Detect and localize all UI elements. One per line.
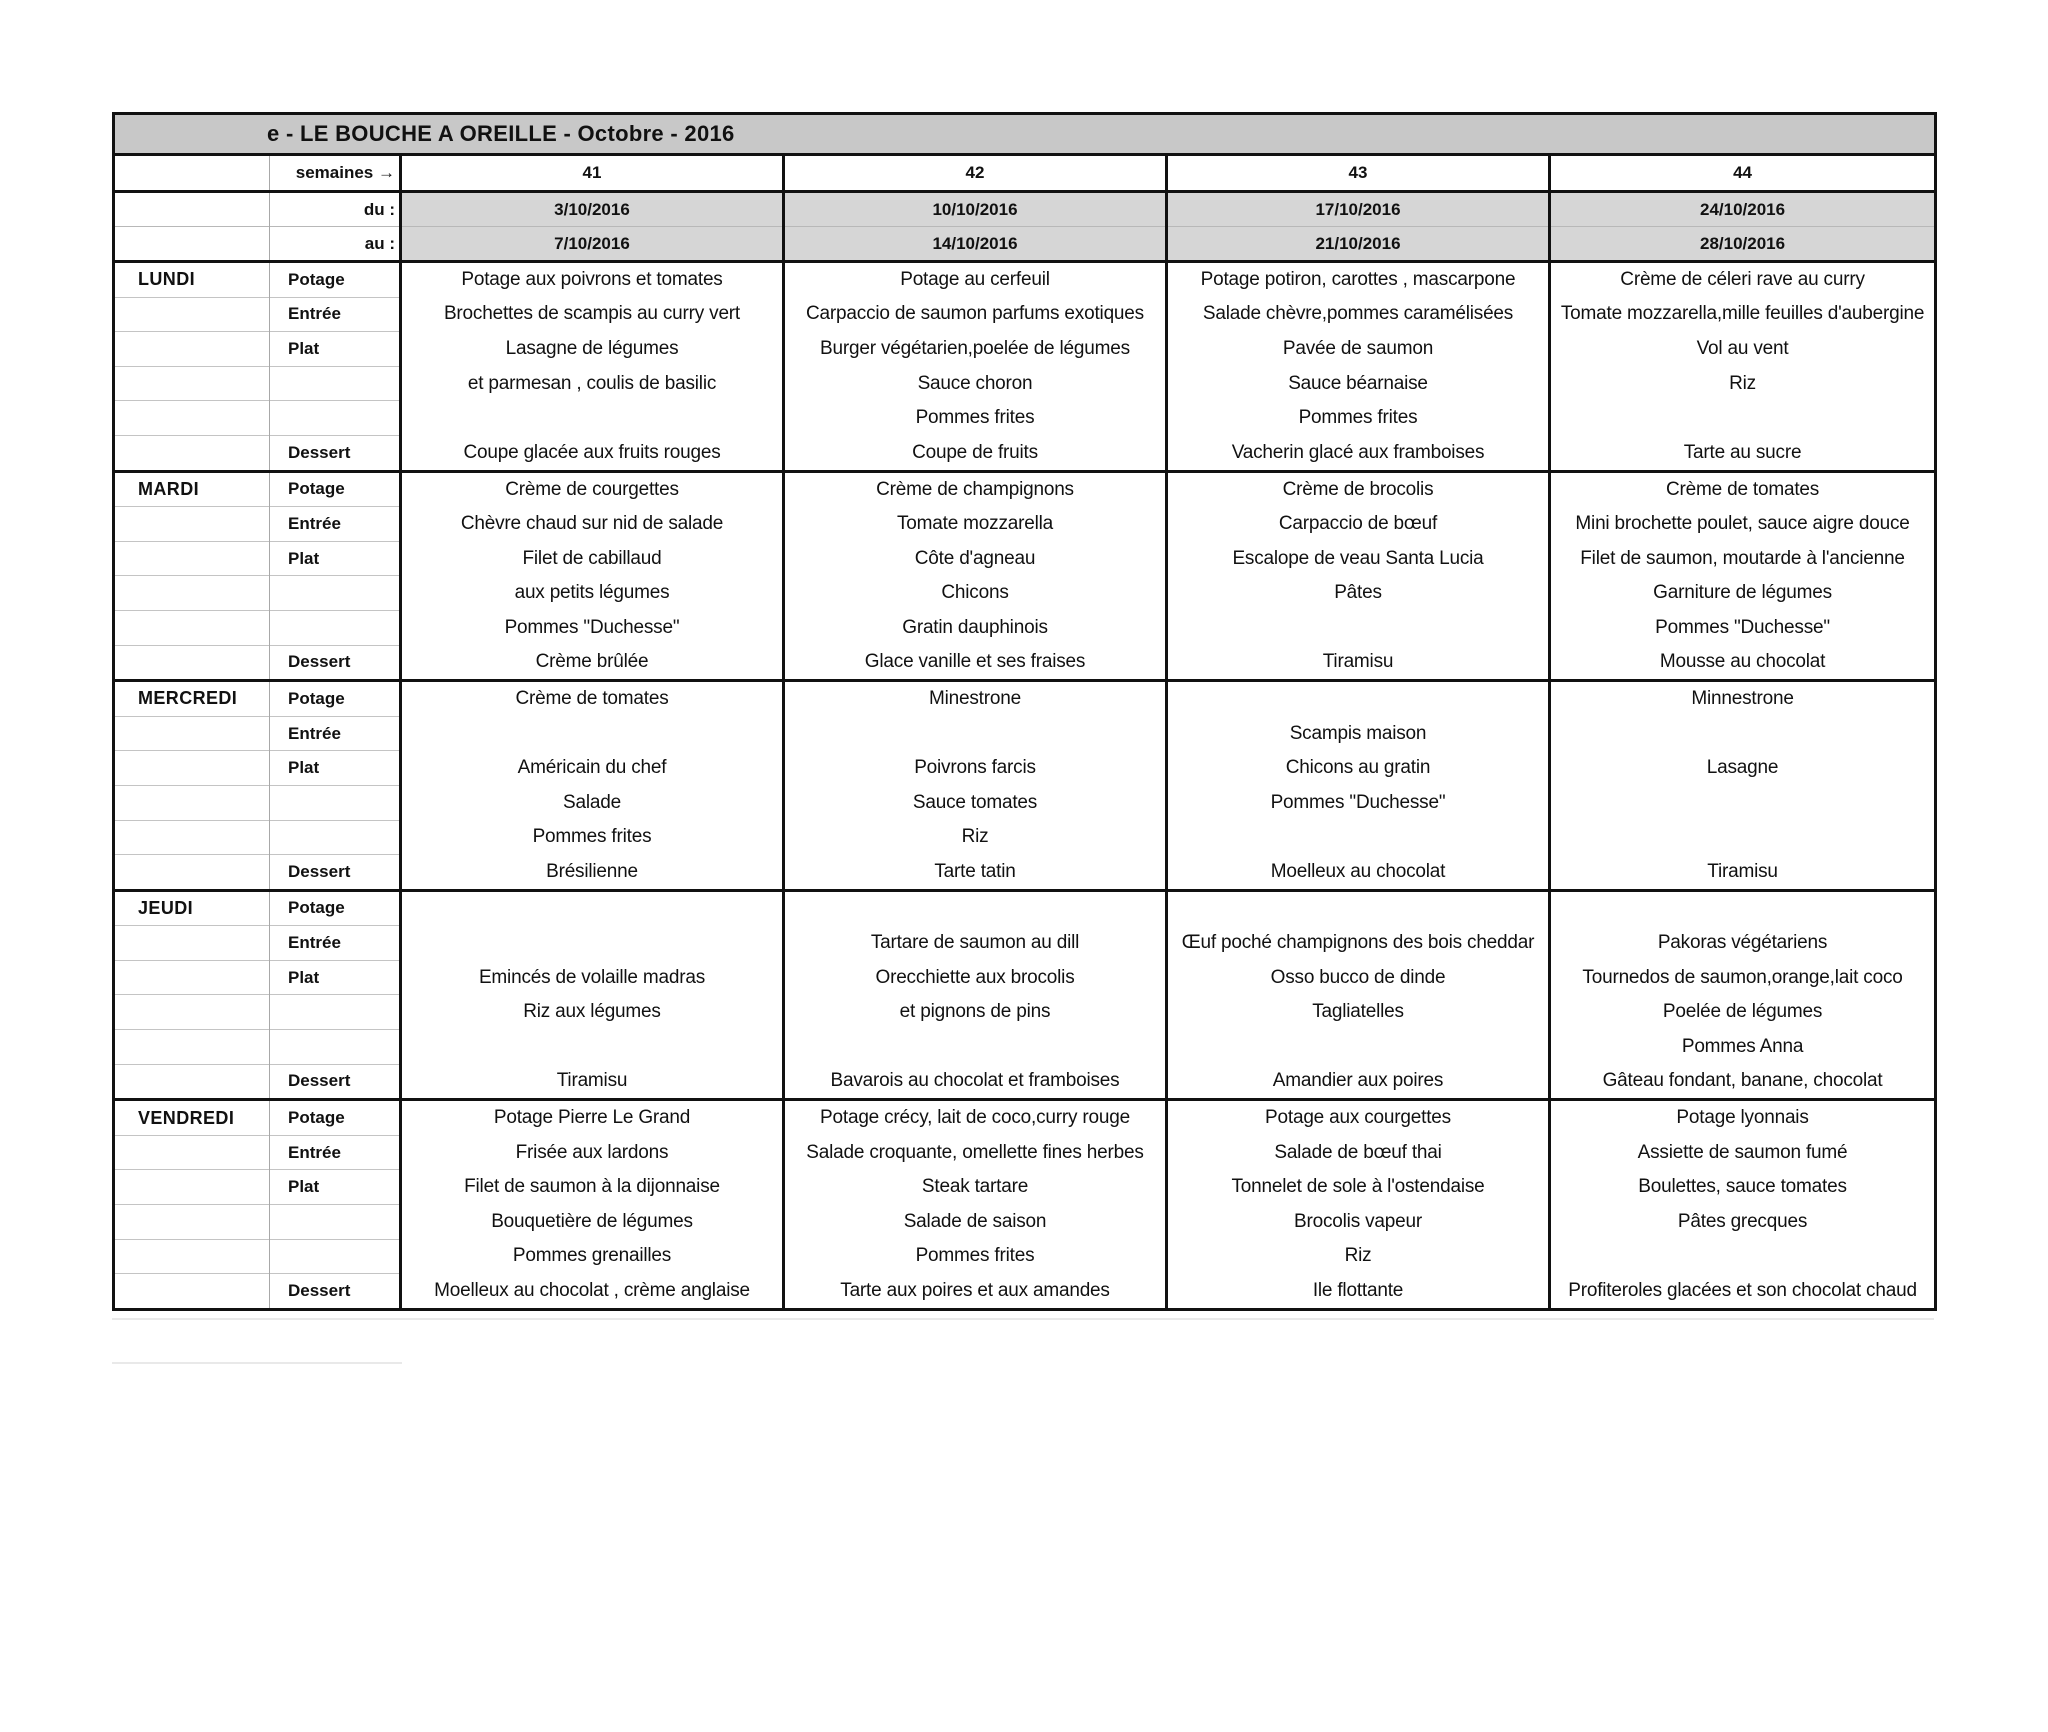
course-label: Entrée xyxy=(270,507,401,542)
course-label xyxy=(270,995,401,1030)
dish-cell: Riz aux légumes xyxy=(401,995,784,1030)
dish-cell: Pommes frites xyxy=(784,401,1167,436)
dish-cell: Glace vanille et ses fraises xyxy=(784,645,1167,681)
course-label: Entrée xyxy=(270,926,401,961)
course-label xyxy=(270,1239,401,1274)
dish-cell: Tomate mozzarella,mille feuilles d'aubergine xyxy=(1550,297,1936,332)
course-label: Potage xyxy=(270,471,401,507)
menu-row xyxy=(114,576,1936,611)
menu-row xyxy=(114,262,1936,298)
dish-cell: Minnestrone xyxy=(1550,681,1936,717)
dish-cell: Steak tartare xyxy=(784,1170,1167,1205)
course-label: Potage xyxy=(270,681,401,717)
day-cell xyxy=(114,960,270,995)
dish-cell: Emincés de volaille madras xyxy=(401,960,784,995)
day-cell xyxy=(114,1135,270,1170)
dish-cell: Potage aux courgettes xyxy=(1167,1100,1550,1136)
menu-row xyxy=(114,1135,1936,1170)
day-cell xyxy=(114,645,270,681)
dish-cell: Crème de tomates xyxy=(1550,471,1936,507)
day-cell xyxy=(114,541,270,576)
dish-cell: aux petits légumes xyxy=(401,576,784,611)
dish-cell xyxy=(784,890,1167,926)
menu-row xyxy=(114,610,1936,645)
menu-row xyxy=(114,541,1936,576)
dish-cell: Pommes frites xyxy=(1167,401,1550,436)
dish-cell: Pavée de saumon xyxy=(1167,332,1550,367)
week-end-date: 21/10/2016 xyxy=(1167,227,1550,262)
dish-cell: Œuf poché champignons des bois cheddar xyxy=(1167,926,1550,961)
dish-cell: Potage potiron, carottes , mascarpone xyxy=(1167,262,1550,298)
dish-cell: Chèvre chaud sur nid de salade xyxy=(401,507,784,542)
dish-cell: Crème de céleri rave au curry xyxy=(1550,262,1936,298)
day-cell xyxy=(114,1170,270,1205)
dish-cell: Potage aux poivrons et tomates xyxy=(401,262,784,298)
dish-cell: Ile flottante xyxy=(1167,1274,1550,1310)
date-to-row xyxy=(114,227,1936,262)
dish-cell: Lasagne de légumes xyxy=(401,332,784,367)
menu-row xyxy=(114,1239,1936,1274)
dish-cell: Pakoras végétariens xyxy=(1550,926,1936,961)
menu-row xyxy=(114,855,1936,891)
dish-cell: Pommes "Duchesse" xyxy=(1167,785,1550,820)
course-label xyxy=(270,610,401,645)
week-end-date: 28/10/2016 xyxy=(1550,227,1936,262)
dish-cell xyxy=(784,1030,1167,1065)
dish-cell xyxy=(1550,716,1936,751)
dish-cell: Pommes frites xyxy=(401,820,784,855)
day-cell xyxy=(114,1239,270,1274)
day-cell xyxy=(114,785,270,820)
dish-cell: Potage Pierre Le Grand xyxy=(401,1100,784,1136)
dish-cell: Pommes frites xyxy=(784,1239,1167,1274)
day-cell xyxy=(114,1274,270,1310)
menu-row xyxy=(114,995,1936,1030)
dish-cell xyxy=(1167,681,1550,717)
course-label xyxy=(270,366,401,401)
dish-cell: Salade croquante, omellette fines herbes xyxy=(784,1135,1167,1170)
menu-row xyxy=(114,820,1936,855)
menu-row xyxy=(114,332,1936,367)
dish-cell xyxy=(1167,1030,1550,1065)
dish-cell: Crème de brocolis xyxy=(1167,471,1550,507)
course-label xyxy=(270,1205,401,1240)
week-number: 43 xyxy=(1167,155,1550,192)
dish-cell: Salade xyxy=(401,785,784,820)
day-cell xyxy=(114,507,270,542)
week-number: 44 xyxy=(1550,155,1936,192)
course-label xyxy=(270,820,401,855)
menu-row xyxy=(114,681,1936,717)
course-label: Plat xyxy=(270,1170,401,1205)
dish-cell: Brocolis vapeur xyxy=(1167,1205,1550,1240)
day-cell xyxy=(114,435,270,471)
dish-cell: Orecchiette aux brocolis xyxy=(784,960,1167,995)
dish-cell xyxy=(1167,610,1550,645)
dish-cell: Riz xyxy=(1550,366,1936,401)
dish-cell: Mini brochette poulet, sauce aigre douce xyxy=(1550,507,1936,542)
dish-cell xyxy=(784,716,1167,751)
dish-cell: Coupe de fruits xyxy=(784,435,1167,471)
day-name: JEUDI xyxy=(114,890,270,926)
week-start-date: 17/10/2016 xyxy=(1167,192,1550,227)
menu-row xyxy=(114,507,1936,542)
day-cell xyxy=(114,926,270,961)
dish-cell: Carpaccio de saumon parfums exotiques xyxy=(784,297,1167,332)
dish-cell: Amandier aux poires xyxy=(1167,1064,1550,1100)
day-cell xyxy=(114,820,270,855)
course-label: Plat xyxy=(270,541,401,576)
menu-row xyxy=(114,1205,1936,1240)
dish-cell: Escalope de veau Santa Lucia xyxy=(1167,541,1550,576)
day-cell xyxy=(114,995,270,1030)
course-label xyxy=(270,1030,401,1065)
faded-rule xyxy=(112,1318,1934,1320)
course-label: Potage xyxy=(270,1100,401,1136)
course-label: Entrée xyxy=(270,1135,401,1170)
course-label: Plat xyxy=(270,960,401,995)
dish-cell: Pommes "Duchesse" xyxy=(1550,610,1936,645)
menu-row xyxy=(114,435,1936,471)
menu-row xyxy=(114,1030,1936,1065)
dish-cell: Poivrons farcis xyxy=(784,751,1167,786)
dish-cell: Frisée aux lardons xyxy=(401,1135,784,1170)
dish-cell: Riz xyxy=(1167,1239,1550,1274)
day-cell xyxy=(114,1205,270,1240)
dish-cell: Minestrone xyxy=(784,681,1167,717)
day-cell xyxy=(114,751,270,786)
course-label: Potage xyxy=(270,262,401,298)
course-label: Plat xyxy=(270,751,401,786)
dish-cell: Gratin dauphinois xyxy=(784,610,1167,645)
menu-row xyxy=(114,785,1936,820)
dish-cell: Poelée de légumes xyxy=(1550,995,1936,1030)
dish-cell: Tiramisu xyxy=(1167,645,1550,681)
menu-row xyxy=(114,960,1936,995)
menu-row xyxy=(114,401,1936,436)
dish-cell: Tarte aux poires et aux amandes xyxy=(784,1274,1167,1310)
course-label: Dessert xyxy=(270,435,401,471)
day-cell xyxy=(114,610,270,645)
du-label: du : xyxy=(270,192,401,227)
dish-cell: Pâtes grecques xyxy=(1550,1205,1936,1240)
dish-cell xyxy=(401,926,784,961)
week-number: 41 xyxy=(401,155,784,192)
course-label: Entrée xyxy=(270,297,401,332)
day-cell xyxy=(114,576,270,611)
week-start-date: 10/10/2016 xyxy=(784,192,1167,227)
day-cell xyxy=(114,1030,270,1065)
dish-cell xyxy=(1550,820,1936,855)
course-label: Entrée xyxy=(270,716,401,751)
menu-row xyxy=(114,297,1936,332)
course-label xyxy=(270,401,401,436)
dish-cell: Riz xyxy=(784,820,1167,855)
dish-cell: Filet de cabillaud xyxy=(401,541,784,576)
week-number: 42 xyxy=(784,155,1167,192)
day-cell xyxy=(114,297,270,332)
dish-cell: Crème de tomates xyxy=(401,681,784,717)
dish-cell: Vacherin glacé aux framboises xyxy=(1167,435,1550,471)
dish-cell: Moelleux au chocolat , crème anglaise xyxy=(401,1274,784,1310)
dish-cell: Salade chèvre,pommes caramélisées xyxy=(1167,297,1550,332)
dish-cell: Sauce béarnaise xyxy=(1167,366,1550,401)
day-cell xyxy=(114,716,270,751)
dish-cell xyxy=(401,401,784,436)
dish-cell: Moelleux au chocolat xyxy=(1167,855,1550,891)
dish-cell xyxy=(1550,401,1936,436)
dish-cell: Tarte tatin xyxy=(784,855,1167,891)
dish-cell: Filet de saumon à la dijonnaise xyxy=(401,1170,784,1205)
week-end-date: 14/10/2016 xyxy=(784,227,1167,262)
dish-cell: Burger végétarien,poelée de légumes xyxy=(784,332,1167,367)
dish-cell: et parmesan , coulis de basilic xyxy=(401,366,784,401)
dish-cell xyxy=(1167,820,1550,855)
dish-cell: Potage lyonnais xyxy=(1550,1100,1936,1136)
dish-cell: Crème brûlée xyxy=(401,645,784,681)
dish-cell: Pommes grenailles xyxy=(401,1239,784,1274)
menu-row xyxy=(114,366,1936,401)
dish-cell: Tartare de saumon au dill xyxy=(784,926,1167,961)
dish-cell: Tarte au sucre xyxy=(1550,435,1936,471)
menu-table xyxy=(112,112,1937,1311)
course-label: Plat xyxy=(270,332,401,367)
dish-cell: Américain du chef xyxy=(401,751,784,786)
dish-cell: Osso bucco de dinde xyxy=(1167,960,1550,995)
dish-cell xyxy=(1550,890,1936,926)
date-from-row xyxy=(114,192,1936,227)
day-cell xyxy=(114,1064,270,1100)
menu-row xyxy=(114,716,1936,751)
faded-rule xyxy=(112,1362,402,1364)
course-label: Dessert xyxy=(270,1064,401,1100)
dish-cell: Garniture de légumes xyxy=(1550,576,1936,611)
semaines-label: semaines → xyxy=(270,155,401,192)
dish-cell xyxy=(1550,1239,1936,1274)
dish-cell: Tomate mozzarella xyxy=(784,507,1167,542)
day-name: MERCREDI xyxy=(114,681,270,717)
menu-row xyxy=(114,1100,1936,1136)
dish-cell: Pommes "Duchesse" xyxy=(401,610,784,645)
dish-cell xyxy=(1167,890,1550,926)
dish-cell xyxy=(1550,785,1936,820)
menu-row xyxy=(114,1274,1936,1310)
dish-cell xyxy=(401,1030,784,1065)
dish-cell: Filet de saumon, moutarde à l'ancienne xyxy=(1550,541,1936,576)
day-cell xyxy=(114,401,270,436)
dish-cell: Coupe glacée aux fruits rouges xyxy=(401,435,784,471)
dish-cell: Sauce tomates xyxy=(784,785,1167,820)
day-name: MARDI xyxy=(114,471,270,507)
dish-cell: Scampis maison xyxy=(1167,716,1550,751)
dish-cell: Assiette de saumon fumé xyxy=(1550,1135,1936,1170)
dish-cell: Crème de courgettes xyxy=(401,471,784,507)
day-cell xyxy=(114,332,270,367)
dish-cell: Côte d'agneau xyxy=(784,541,1167,576)
dish-cell: Pommes Anna xyxy=(1550,1030,1936,1065)
dish-cell: Tournedos de saumon,orange,lait coco xyxy=(1550,960,1936,995)
dish-cell: Chicons xyxy=(784,576,1167,611)
dish-cell: Tonnelet de sole à l'ostendaise xyxy=(1167,1170,1550,1205)
dish-cell: Vol au vent xyxy=(1550,332,1936,367)
course-label: Potage xyxy=(270,890,401,926)
weeks-row xyxy=(114,155,1936,192)
dish-cell: Profiteroles glacées et son chocolat chaud xyxy=(1550,1274,1936,1310)
dish-cell: Crème de champignons xyxy=(784,471,1167,507)
week-end-date: 7/10/2016 xyxy=(401,227,784,262)
course-label: Dessert xyxy=(270,645,401,681)
menu-sheet xyxy=(112,112,1934,1311)
dish-cell: Potage au cerfeuil xyxy=(784,262,1167,298)
day-name: LUNDI xyxy=(114,262,270,298)
dish-cell: Chicons au gratin xyxy=(1167,751,1550,786)
dish-cell xyxy=(401,890,784,926)
dish-cell: Mousse au chocolat xyxy=(1550,645,1936,681)
dish-cell xyxy=(401,716,784,751)
dish-cell: Gâteau fondant, banane, chocolat xyxy=(1550,1064,1936,1100)
dish-cell: Sauce choron xyxy=(784,366,1167,401)
menu-row xyxy=(114,926,1936,961)
menu-row xyxy=(114,890,1936,926)
dish-cell: Tiramisu xyxy=(1550,855,1936,891)
menu-row xyxy=(114,471,1936,507)
menu-row xyxy=(114,1064,1936,1100)
dish-cell: Lasagne xyxy=(1550,751,1936,786)
dish-cell: Salade de saison xyxy=(784,1205,1167,1240)
dish-cell: et pignons de pins xyxy=(784,995,1167,1030)
day-name: VENDREDI xyxy=(114,1100,270,1136)
dish-cell: Tagliatelles xyxy=(1167,995,1550,1030)
menu-title: e - LE BOUCHE A OREILLE - Octobre - 2016 xyxy=(114,114,1936,155)
dish-cell: Carpaccio de bœuf xyxy=(1167,507,1550,542)
course-label: Dessert xyxy=(270,855,401,891)
day-cell xyxy=(114,855,270,891)
week-start-date: 3/10/2016 xyxy=(401,192,784,227)
dish-cell: Bouquetière de légumes xyxy=(401,1205,784,1240)
dish-cell: Tiramisu xyxy=(401,1064,784,1100)
course-label xyxy=(270,785,401,820)
dish-cell: Potage crécy, lait de coco,curry rouge xyxy=(784,1100,1167,1136)
dish-cell: Brochettes de scampis au curry vert xyxy=(401,297,784,332)
week-start-date: 24/10/2016 xyxy=(1550,192,1936,227)
dish-cell: Brésilienne xyxy=(401,855,784,891)
dish-cell: Salade de bœuf thai xyxy=(1167,1135,1550,1170)
menu-row xyxy=(114,1170,1936,1205)
au-label: au : xyxy=(270,227,401,262)
dish-cell: Pâtes xyxy=(1167,576,1550,611)
menu-row xyxy=(114,751,1936,786)
menu-row xyxy=(114,645,1936,681)
course-label: Dessert xyxy=(270,1274,401,1310)
course-label xyxy=(270,576,401,611)
dish-cell: Boulettes, sauce tomates xyxy=(1550,1170,1936,1205)
dish-cell: Bavarois au chocolat et framboises xyxy=(784,1064,1167,1100)
day-cell xyxy=(114,366,270,401)
